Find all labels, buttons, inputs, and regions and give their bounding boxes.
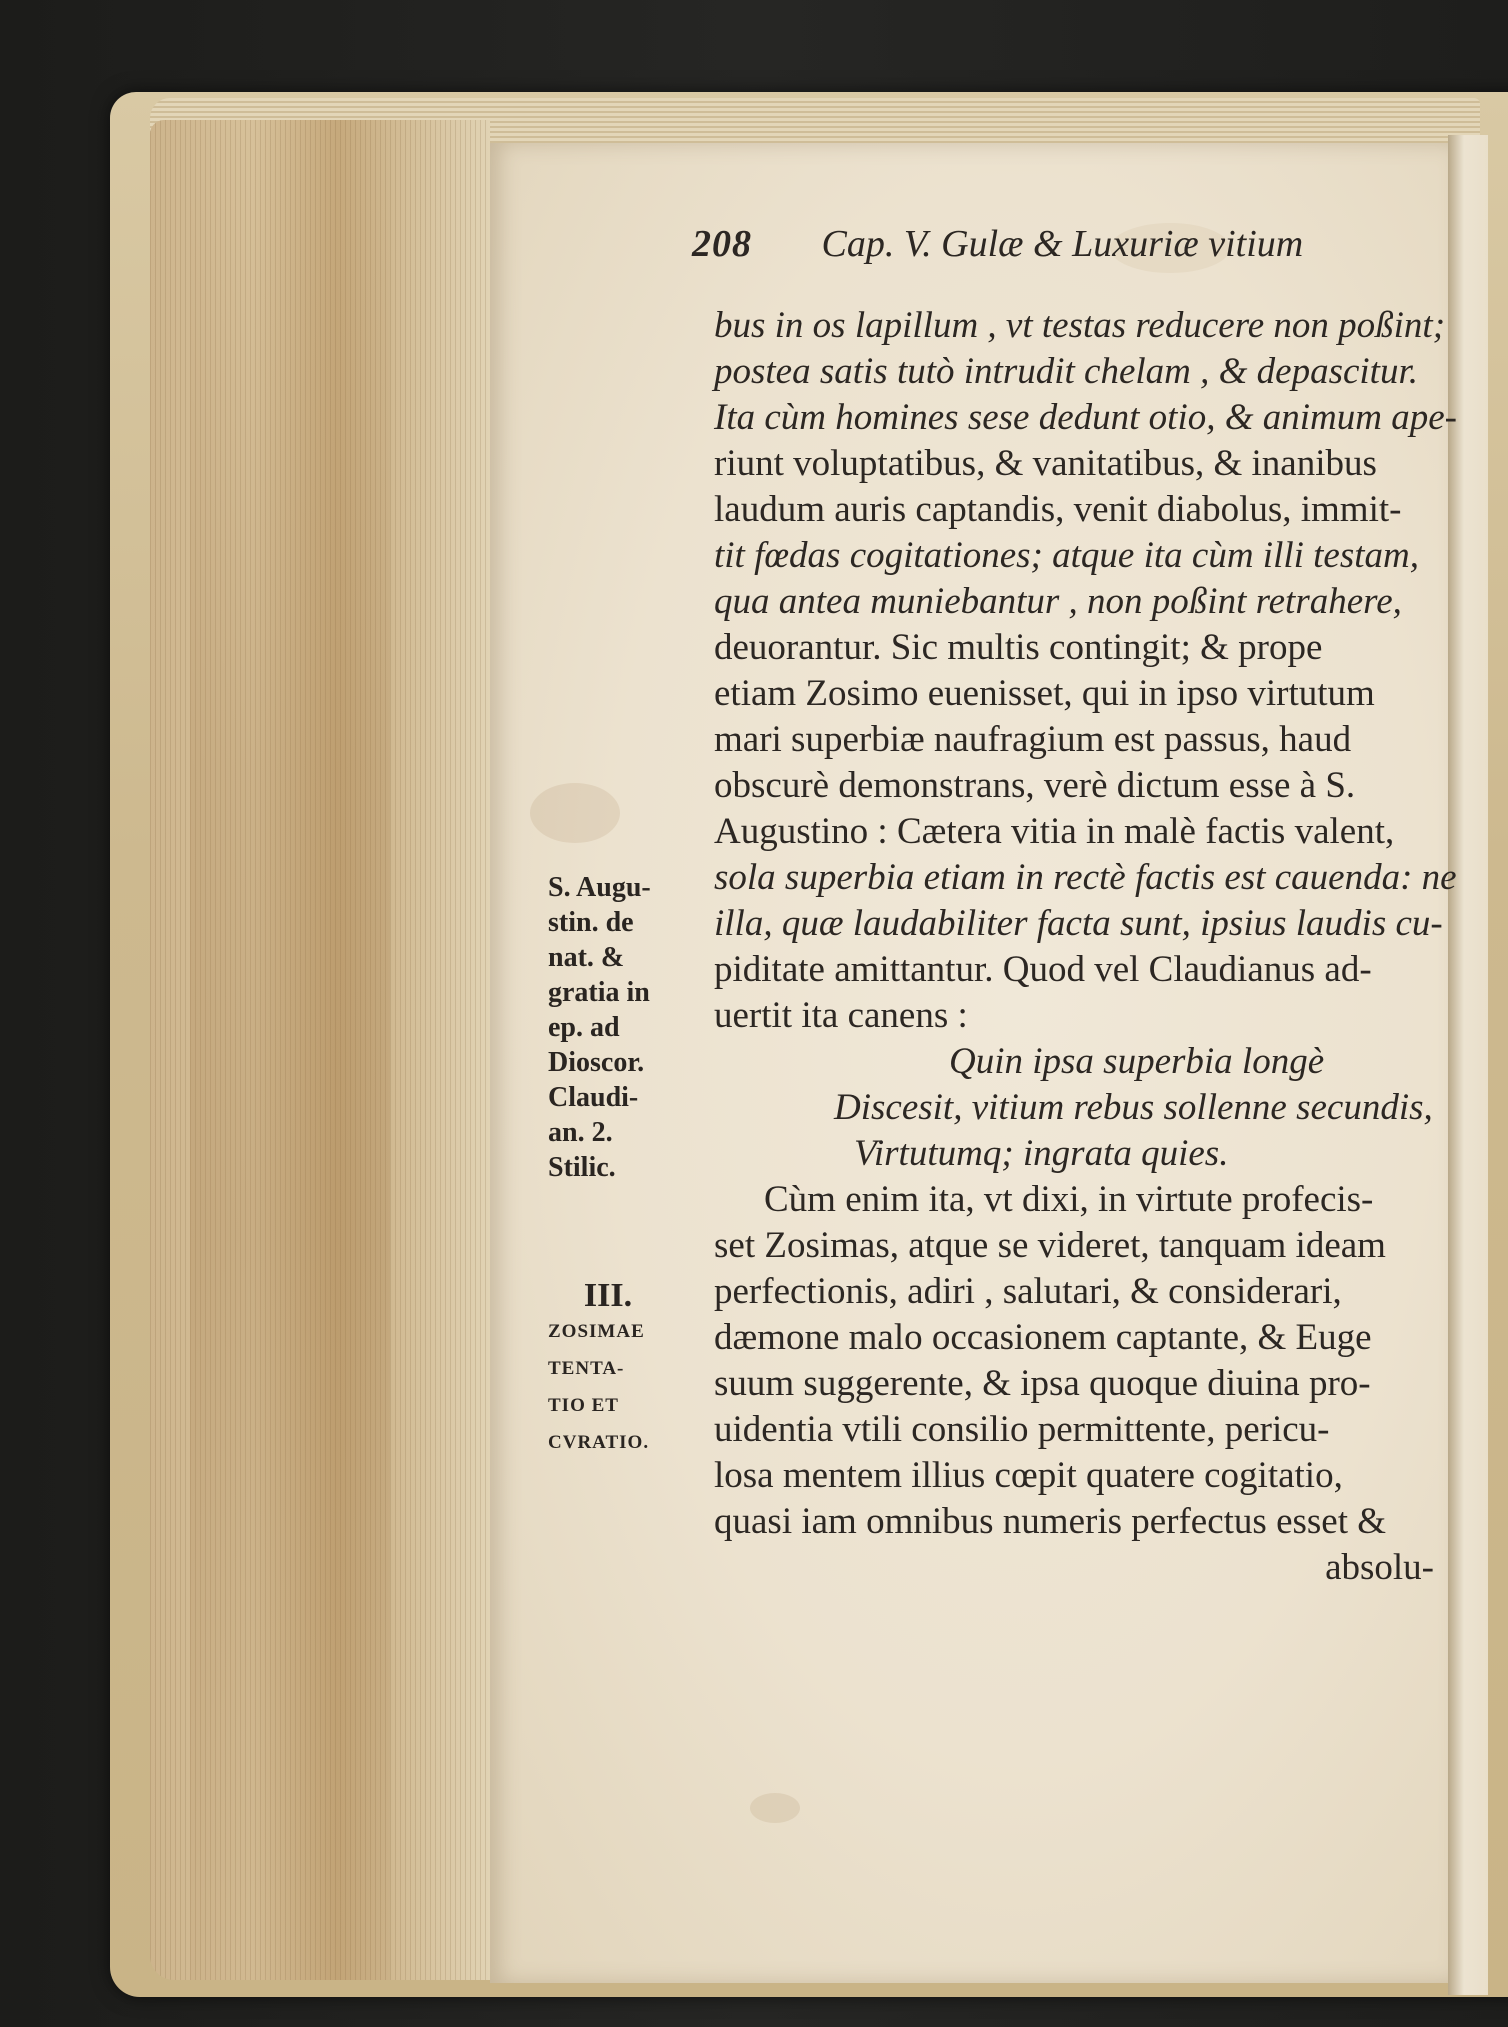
margin-note-line: nat. & bbox=[548, 942, 625, 973]
margin-note-line: ZOSIMAE bbox=[548, 1321, 645, 1342]
margin-note-line: ep. ad bbox=[548, 1012, 620, 1043]
running-title: Cap. V. Gulæ & Luxuriæ vitium bbox=[821, 223, 1304, 265]
foxing-stain bbox=[750, 1793, 800, 1823]
margin-note-line: TIO ET bbox=[548, 1395, 619, 1416]
page-number: 208 bbox=[692, 223, 752, 265]
verse-line: Virtutumq; ingrata quies. bbox=[854, 1133, 1229, 1174]
body-line: uertit ita canens : bbox=[714, 995, 968, 1036]
foxing-stain bbox=[530, 783, 620, 843]
body-line: deuorantur. Sic multis contingit; & prope bbox=[714, 627, 1323, 668]
verse-line: Discesit, vitium rebus sollenne secundis, bbox=[834, 1087, 1433, 1128]
body-line: riunt voluptatibus, & vanitatibus, & inanibus bbox=[714, 443, 1377, 484]
body-line: mari superbiæ naufragium est passus, haud bbox=[714, 719, 1352, 760]
body-line: obscurè demonstrans, verè dictum esse à S. bbox=[714, 765, 1356, 806]
body-line: qua antea muniebantur , non poßint retrahere, bbox=[714, 581, 1402, 622]
body-line: dæmone malo occasionem captante, & Euge bbox=[714, 1317, 1372, 1358]
margin-note-line: Claudi- bbox=[548, 1082, 639, 1113]
body-line: laudum auris captandis, venit diabolus, immit- bbox=[714, 489, 1402, 530]
body-line: postea satis tutò intrudit chelam , & depascitur. bbox=[714, 351, 1419, 392]
margin-note-line: CVRATIO. bbox=[548, 1432, 650, 1453]
margin-note-section-iii bbox=[548, 1278, 708, 1461]
body-line: Cùm enim ita, vt dixi, in virtute profecis- bbox=[764, 1179, 1374, 1220]
body-line: perfectionis, adiri , salutari, & considerari, bbox=[714, 1271, 1342, 1312]
margin-note-line: TENTA- bbox=[548, 1358, 625, 1379]
margin-note-line: S. Augu- bbox=[548, 872, 651, 903]
body-line: sola superbia etiam in rectè factis est cauenda: ne bbox=[714, 857, 1457, 898]
body-line: tit fœdas cogitationes; atque ita cùm illi testam, bbox=[714, 535, 1420, 576]
margin-note-line: Dioscor. bbox=[548, 1047, 645, 1078]
catchword: absolu- bbox=[1325, 1547, 1434, 1588]
page-block-side-edge bbox=[150, 120, 490, 1980]
body-line: set Zosimas, atque se videret, tanquam ideam bbox=[714, 1225, 1386, 1266]
body-text bbox=[714, 303, 1457, 1591]
body-line: suum suggerente, & ipsa quoque diuina pro- bbox=[714, 1363, 1371, 1404]
body-line: losa mentem illius cœpit quatere cogitatio, bbox=[714, 1455, 1343, 1496]
body-line: illa, quæ laudabiliter facta sunt, ipsius laudis cu- bbox=[714, 903, 1443, 944]
body-line: bus in os lapillum , vt testas reducere non poßint; bbox=[714, 305, 1446, 346]
section-number: III. bbox=[583, 1277, 633, 1314]
body-line: Ita cùm homines sese dedunt otio, & animum ape- bbox=[714, 397, 1457, 438]
body-line: piditate amittantur. Quod vel Claudianus ad- bbox=[714, 949, 1372, 990]
margin-note-augustine bbox=[548, 870, 708, 1185]
running-head bbox=[692, 222, 1303, 266]
body-line: Augustino : Cætera vitia in malè factis valent, bbox=[714, 811, 1395, 852]
margin-note-line: gratia in bbox=[548, 977, 650, 1008]
margin-note-line: stin. de bbox=[548, 907, 634, 938]
body-line: uidentia vtili consilio permittente, pericu- bbox=[714, 1409, 1330, 1450]
margin-note-line: an. 2. bbox=[548, 1117, 613, 1148]
verse-line: Quin ipsa superbia longè bbox=[949, 1041, 1325, 1082]
margin-note-line: Stilic. bbox=[548, 1152, 616, 1183]
body-line: quasi iam omnibus numeris perfectus esset & bbox=[714, 1501, 1387, 1542]
body-line: etiam Zosimo euenisset, qui in ipso virtutum bbox=[714, 673, 1375, 714]
